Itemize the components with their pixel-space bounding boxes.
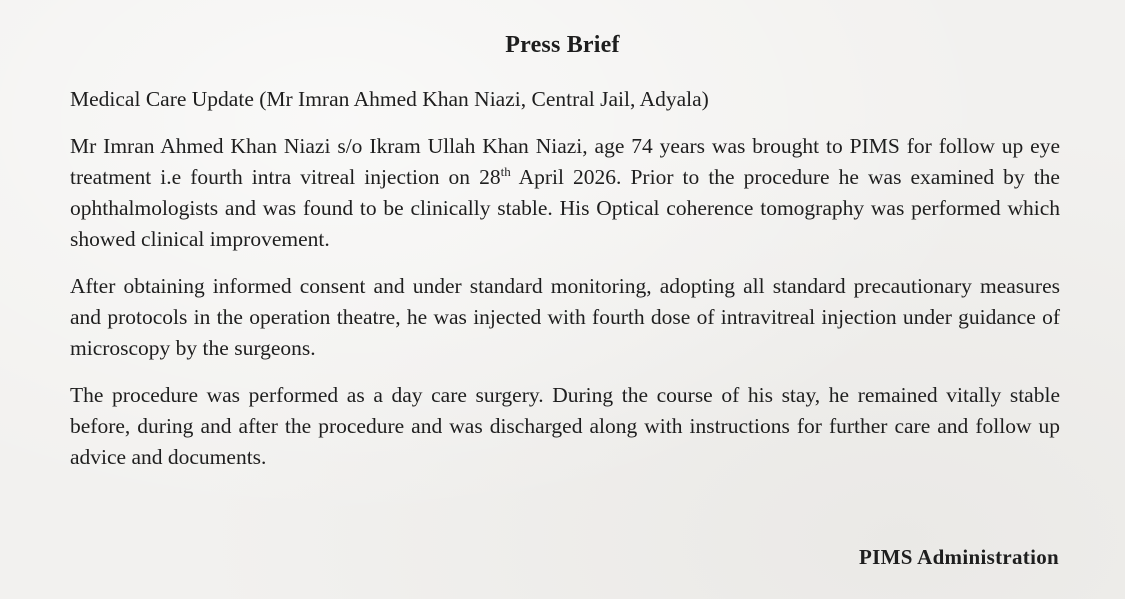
document-title: Press Brief bbox=[505, 32, 620, 58]
paragraph-2: After obtaining informed consent and under standard monitoring, adopting all standard precautionary measures and protocols in the operation theatre, he was injected with fourth dose of intravitreal injection under guidance of microscopy by the surgeons. bbox=[70, 274, 1060, 360]
document-subheading: Medical Care Update (Mr Imran Ahmed Khan Niazi, Central Jail, Adyala) bbox=[70, 87, 709, 111]
paragraph-1 bbox=[70, 131, 1060, 255]
paragraph-3: The procedure was performed as a day care surgery. During the course of his stay, he remained vitally stable before, during and after the procedure and was discharged along with instructions for further care and follow up advice and documents. bbox=[70, 383, 1060, 469]
document-body bbox=[70, 84, 1060, 473]
date-ordinal-suffix: th bbox=[500, 163, 511, 179]
signature: PIMS Administration bbox=[859, 545, 1059, 569]
paragraph-1-text-start: Mr Imran Ahmed Khan Niazi s/o Ikram Ullah Khan Niazi, age 74 years was brought to PIMS for follow up eye treatment i.e fourth intra vitreal injection on 28 bbox=[70, 134, 1060, 189]
paragraph-1-text-end: April 2026. Prior to the procedure he was examined by the ophthalmologists and was found to be clinically stable. His Optical coherence tomography was performed which showed clinical improvement. bbox=[70, 165, 1060, 251]
